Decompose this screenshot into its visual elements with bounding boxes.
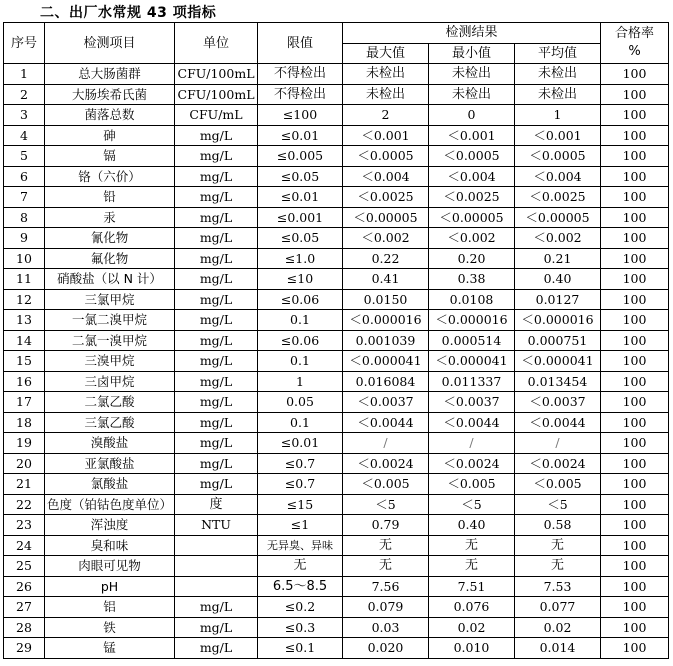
row-limit: ≤1 xyxy=(258,515,343,536)
row-max: ＜0.005 xyxy=(343,474,429,495)
row-seq: 21 xyxy=(4,474,45,495)
row-min: ＜0.0037 xyxy=(429,392,515,413)
row-unit: mg/L xyxy=(175,310,258,331)
row-pass-rate: 100 xyxy=(601,576,669,597)
row-avg: 无 xyxy=(515,556,601,577)
row-unit: mg/L xyxy=(175,289,258,310)
row-max: 0.0150 xyxy=(343,289,429,310)
row-avg: ＜0.001 xyxy=(515,125,601,146)
row-unit: NTU xyxy=(175,515,258,536)
row-limit: ≤0.7 xyxy=(258,453,343,474)
table-row xyxy=(4,351,669,372)
row-min: ＜0.005 xyxy=(429,474,515,495)
row-avg: 未检出 xyxy=(515,84,601,105)
row-item: 氯酸盐 xyxy=(45,474,175,495)
row-pass-rate: 100 xyxy=(601,453,669,474)
row-avg: ＜0.0024 xyxy=(515,453,601,474)
row-avg: 0.02 xyxy=(515,617,601,638)
row-limit: ≤0.01 xyxy=(258,433,343,454)
header-pass-rate xyxy=(601,23,669,64)
table-row xyxy=(4,453,669,474)
row-pass-rate: 100 xyxy=(601,146,669,167)
row-pass-rate: 100 xyxy=(601,351,669,372)
row-item: 三溴甲烷 xyxy=(45,351,175,372)
row-seq: 19 xyxy=(4,433,45,454)
row-seq: 16 xyxy=(4,371,45,392)
row-item: 铬（六价） xyxy=(45,166,175,187)
row-seq: 18 xyxy=(4,412,45,433)
row-seq: 11 xyxy=(4,269,45,290)
row-seq: 8 xyxy=(4,207,45,228)
row-limit: 0.1 xyxy=(258,351,343,372)
row-seq: 13 xyxy=(4,310,45,331)
row-limit: ≤0.01 xyxy=(258,125,343,146)
row-pass-rate: 100 xyxy=(601,392,669,413)
row-min: / xyxy=(429,433,515,454)
row-max: 0.016084 xyxy=(343,371,429,392)
row-seq: 15 xyxy=(4,351,45,372)
row-item: 铁 xyxy=(45,617,175,638)
row-unit xyxy=(175,556,258,577)
header-pass-rate-line1: 合格率 xyxy=(614,26,654,41)
row-min: 0.02 xyxy=(429,617,515,638)
row-max: 0.79 xyxy=(343,515,429,536)
row-unit: CFU/100mL xyxy=(175,64,258,85)
row-pass-rate: 100 xyxy=(601,515,669,536)
table-row xyxy=(4,474,669,495)
row-pass-rate: 100 xyxy=(601,269,669,290)
row-pass-rate: 100 xyxy=(601,494,669,515)
header-pass-rate-line2: % xyxy=(628,44,641,59)
row-seq: 12 xyxy=(4,289,45,310)
header-seq: 序号 xyxy=(4,23,45,64)
row-item: 砷 xyxy=(45,125,175,146)
row-avg: 无 xyxy=(515,535,601,556)
row-unit: mg/L xyxy=(175,125,258,146)
row-min: 0.38 xyxy=(429,269,515,290)
row-item: 氰化物 xyxy=(45,228,175,249)
row-unit: mg/L xyxy=(175,617,258,638)
row-seq: 29 xyxy=(4,638,45,659)
row-limit: ≤0.1 xyxy=(258,638,343,659)
row-item: 氟化物 xyxy=(45,248,175,269)
row-min: 未检出 xyxy=(429,64,515,85)
row-max: ＜5 xyxy=(343,494,429,515)
row-pass-rate: 100 xyxy=(601,556,669,577)
row-limit: ≤0.7 xyxy=(258,474,343,495)
row-avg: 0.000751 xyxy=(515,330,601,351)
row-limit: 0.05 xyxy=(258,392,343,413)
row-pass-rate: 100 xyxy=(601,597,669,618)
row-max: 0.41 xyxy=(343,269,429,290)
row-max: ＜0.002 xyxy=(343,228,429,249)
row-max: 0.001039 xyxy=(343,330,429,351)
row-unit: mg/L xyxy=(175,392,258,413)
row-pass-rate: 100 xyxy=(601,84,669,105)
row-max: ＜0.0005 xyxy=(343,146,429,167)
row-seq: 2 xyxy=(4,84,45,105)
row-unit: mg/L xyxy=(175,638,258,659)
row-min: ＜0.0005 xyxy=(429,146,515,167)
table-row xyxy=(4,84,669,105)
row-min: ＜0.0024 xyxy=(429,453,515,474)
row-limit: 无异臭、异味 xyxy=(258,535,343,556)
row-item: 二氯乙酸 xyxy=(45,392,175,413)
row-min: ＜0.004 xyxy=(429,166,515,187)
row-max: ＜0.0024 xyxy=(343,453,429,474)
row-item: 三卤甲烷 xyxy=(45,371,175,392)
row-seq: 3 xyxy=(4,105,45,126)
row-min: 0.40 xyxy=(429,515,515,536)
row-avg: ＜5 xyxy=(515,494,601,515)
row-unit: mg/L xyxy=(175,597,258,618)
row-max: 7.56 xyxy=(343,576,429,597)
row-max: 无 xyxy=(343,535,429,556)
row-max: / xyxy=(343,433,429,454)
row-min: ＜5 xyxy=(429,494,515,515)
row-unit: mg/L xyxy=(175,187,258,208)
table-row xyxy=(4,187,669,208)
row-limit: 不得检出 xyxy=(258,84,343,105)
row-unit: mg/L xyxy=(175,228,258,249)
header-row-1 xyxy=(4,23,669,44)
row-avg: 0.014 xyxy=(515,638,601,659)
row-min: 未检出 xyxy=(429,84,515,105)
row-limit: ≤0.001 xyxy=(258,207,343,228)
row-min: 0.000514 xyxy=(429,330,515,351)
row-max: ＜0.000041 xyxy=(343,351,429,372)
row-unit: mg/L xyxy=(175,433,258,454)
row-unit: mg/L xyxy=(175,330,258,351)
row-item: 浑浊度 xyxy=(45,515,175,536)
row-pass-rate: 100 xyxy=(601,617,669,638)
row-item: 一氯二溴甲烷 xyxy=(45,310,175,331)
row-min: ＜0.0025 xyxy=(429,187,515,208)
row-min: ＜0.001 xyxy=(429,125,515,146)
row-item: 臭和味 xyxy=(45,535,175,556)
table-row xyxy=(4,576,669,597)
header-min: 最小值 xyxy=(429,43,515,64)
row-max: ＜0.0037 xyxy=(343,392,429,413)
row-avg: ＜0.000041 xyxy=(515,351,601,372)
row-avg: 0.40 xyxy=(515,269,601,290)
row-unit: mg/L xyxy=(175,269,258,290)
row-seq: 6 xyxy=(4,166,45,187)
row-min: 0.20 xyxy=(429,248,515,269)
table-row xyxy=(4,289,669,310)
row-max: 0.079 xyxy=(343,597,429,618)
row-seq: 28 xyxy=(4,617,45,638)
row-pass-rate: 100 xyxy=(601,228,669,249)
row-limit: ≤0.3 xyxy=(258,617,343,638)
row-min: 0 xyxy=(429,105,515,126)
header-item: 检测项目 xyxy=(45,23,175,64)
table-row xyxy=(4,392,669,413)
row-pass-rate: 100 xyxy=(601,207,669,228)
row-limit: 无 xyxy=(258,556,343,577)
row-seq: 9 xyxy=(4,228,45,249)
row-avg: ＜0.004 xyxy=(515,166,601,187)
table-row xyxy=(4,310,669,331)
row-pass-rate: 100 xyxy=(601,310,669,331)
row-unit xyxy=(175,576,258,597)
row-item: 铝 xyxy=(45,597,175,618)
row-seq: 26 xyxy=(4,576,45,597)
row-pass-rate: 100 xyxy=(601,125,669,146)
row-pass-rate: 100 xyxy=(601,187,669,208)
row-item: 三氯乙酸 xyxy=(45,412,175,433)
row-pass-rate: 100 xyxy=(601,330,669,351)
row-max: 无 xyxy=(343,556,429,577)
row-seq: 7 xyxy=(4,187,45,208)
table-row xyxy=(4,146,669,167)
row-avg: 1 xyxy=(515,105,601,126)
row-seq: 1 xyxy=(4,64,45,85)
row-unit: CFU/100mL xyxy=(175,84,258,105)
row-min: ＜0.000016 xyxy=(429,310,515,331)
header-limit: 限值 xyxy=(258,23,343,64)
row-unit: mg/L xyxy=(175,166,258,187)
row-item: 色度（铂钴色度单位） xyxy=(45,494,175,515)
row-min: 0.010 xyxy=(429,638,515,659)
row-seq: 27 xyxy=(4,597,45,618)
row-item: 菌落总数 xyxy=(45,105,175,126)
row-avg: 未检出 xyxy=(515,64,601,85)
row-min: ＜0.00005 xyxy=(429,207,515,228)
table-row xyxy=(4,207,669,228)
row-max: 未检出 xyxy=(343,64,429,85)
row-unit: mg/L xyxy=(175,474,258,495)
row-item: 汞 xyxy=(45,207,175,228)
row-avg: 0.58 xyxy=(515,515,601,536)
row-unit: 度 xyxy=(175,494,258,515)
table-row xyxy=(4,597,669,618)
row-min: ＜0.002 xyxy=(429,228,515,249)
row-min: 无 xyxy=(429,556,515,577)
row-limit: 6.5～8.5 xyxy=(258,576,343,597)
row-item: 二氯一溴甲烷 xyxy=(45,330,175,351)
row-limit: ≤0.05 xyxy=(258,228,343,249)
row-pass-rate: 100 xyxy=(601,433,669,454)
row-pass-rate: 100 xyxy=(601,289,669,310)
row-item: 镉 xyxy=(45,146,175,167)
row-avg: ＜0.000016 xyxy=(515,310,601,331)
row-seq: 14 xyxy=(4,330,45,351)
row-unit: mg/L xyxy=(175,351,258,372)
row-limit: 0.1 xyxy=(258,412,343,433)
row-limit: ≤100 xyxy=(258,105,343,126)
row-pass-rate: 100 xyxy=(601,64,669,85)
row-seq: 22 xyxy=(4,494,45,515)
table-row xyxy=(4,535,669,556)
row-max: ＜0.000016 xyxy=(343,310,429,331)
row-seq: 20 xyxy=(4,453,45,474)
row-max: 2 xyxy=(343,105,429,126)
table-row xyxy=(4,330,669,351)
row-pass-rate: 100 xyxy=(601,474,669,495)
row-seq: 23 xyxy=(4,515,45,536)
row-item: pH xyxy=(45,576,175,597)
row-seq: 25 xyxy=(4,556,45,577)
row-max: ＜0.00005 xyxy=(343,207,429,228)
row-avg: 0.013454 xyxy=(515,371,601,392)
row-avg: ＜0.002 xyxy=(515,228,601,249)
header-results-group: 检测结果 xyxy=(343,23,601,44)
row-min: ＜0.000041 xyxy=(429,351,515,372)
row-unit xyxy=(175,535,258,556)
row-item: 锰 xyxy=(45,638,175,659)
row-unit: mg/L xyxy=(175,146,258,167)
row-avg: 0.0127 xyxy=(515,289,601,310)
row-seq: 4 xyxy=(4,125,45,146)
row-limit: ≤10 xyxy=(258,269,343,290)
row-item: 肉眼可见物 xyxy=(45,556,175,577)
section-title: 二、出厂水常规 43 项指标 xyxy=(40,5,217,21)
row-pass-rate: 100 xyxy=(601,166,669,187)
row-limit: ≤0.2 xyxy=(258,597,343,618)
row-max: 未检出 xyxy=(343,84,429,105)
row-min: 0.076 xyxy=(429,597,515,618)
row-limit: ≤0.06 xyxy=(258,330,343,351)
row-item: 溴酸盐 xyxy=(45,433,175,454)
row-limit: ≤0.06 xyxy=(258,289,343,310)
row-unit: mg/L xyxy=(175,412,258,433)
row-limit: ≤0.05 xyxy=(258,166,343,187)
row-limit: ≤0.01 xyxy=(258,187,343,208)
row-unit: mg/L xyxy=(175,453,258,474)
row-limit: ≤1.0 xyxy=(258,248,343,269)
row-max: 0.03 xyxy=(343,617,429,638)
row-unit: mg/L xyxy=(175,248,258,269)
table-row xyxy=(4,105,669,126)
row-item: 三氯甲烷 xyxy=(45,289,175,310)
row-seq: 17 xyxy=(4,392,45,413)
row-limit: 0.1 xyxy=(258,310,343,331)
header-avg: 平均值 xyxy=(515,43,601,64)
header-max: 最大值 xyxy=(343,43,429,64)
table-row xyxy=(4,494,669,515)
row-avg: ＜0.00005 xyxy=(515,207,601,228)
row-avg: / xyxy=(515,433,601,454)
table-row xyxy=(4,269,669,290)
table-row xyxy=(4,433,669,454)
table-row xyxy=(4,412,669,433)
row-item: 铅 xyxy=(45,187,175,208)
row-seq: 10 xyxy=(4,248,45,269)
row-min: 0.0108 xyxy=(429,289,515,310)
table-row xyxy=(4,125,669,146)
row-limit: ≤15 xyxy=(258,494,343,515)
table-row xyxy=(4,515,669,536)
row-pass-rate: 100 xyxy=(601,638,669,659)
table-row xyxy=(4,228,669,249)
row-limit: 不得检出 xyxy=(258,64,343,85)
row-min: ＜0.0044 xyxy=(429,412,515,433)
row-item: 大肠埃希氏菌 xyxy=(45,84,175,105)
row-avg: ＜0.0037 xyxy=(515,392,601,413)
row-unit: mg/L xyxy=(175,207,258,228)
row-pass-rate: 100 xyxy=(601,535,669,556)
row-avg: ＜0.0025 xyxy=(515,187,601,208)
row-min: 0.011337 xyxy=(429,371,515,392)
row-min: 无 xyxy=(429,535,515,556)
row-pass-rate: 100 xyxy=(601,371,669,392)
row-pass-rate: 100 xyxy=(601,105,669,126)
table-row xyxy=(4,371,669,392)
row-min: 7.51 xyxy=(429,576,515,597)
row-item: 总大肠菌群 xyxy=(45,64,175,85)
row-item: 硝酸盐（以 N 计） xyxy=(45,269,175,290)
row-avg: 7.53 xyxy=(515,576,601,597)
table-row xyxy=(4,556,669,577)
row-max: ＜0.0044 xyxy=(343,412,429,433)
row-max: 0.22 xyxy=(343,248,429,269)
row-pass-rate: 100 xyxy=(601,412,669,433)
row-seq: 5 xyxy=(4,146,45,167)
row-max: ＜0.0025 xyxy=(343,187,429,208)
water-quality-table xyxy=(3,22,669,659)
row-unit: mg/L xyxy=(175,371,258,392)
row-seq: 24 xyxy=(4,535,45,556)
row-avg: 0.077 xyxy=(515,597,601,618)
row-avg: ＜0.0005 xyxy=(515,146,601,167)
row-limit: 1 xyxy=(258,371,343,392)
header-unit: 单位 xyxy=(175,23,258,64)
table-row xyxy=(4,248,669,269)
row-max: 0.020 xyxy=(343,638,429,659)
table-row xyxy=(4,64,669,85)
row-pass-rate: 100 xyxy=(601,248,669,269)
row-avg: ＜0.005 xyxy=(515,474,601,495)
row-avg: ＜0.0044 xyxy=(515,412,601,433)
row-limit: ≤0.005 xyxy=(258,146,343,167)
table-body xyxy=(4,64,669,659)
row-max: ＜0.004 xyxy=(343,166,429,187)
row-avg: 0.21 xyxy=(515,248,601,269)
table-row xyxy=(4,617,669,638)
table-row xyxy=(4,638,669,659)
row-max: ＜0.001 xyxy=(343,125,429,146)
row-item: 亚氯酸盐 xyxy=(45,453,175,474)
table-row xyxy=(4,166,669,187)
row-unit: CFU/mL xyxy=(175,105,258,126)
